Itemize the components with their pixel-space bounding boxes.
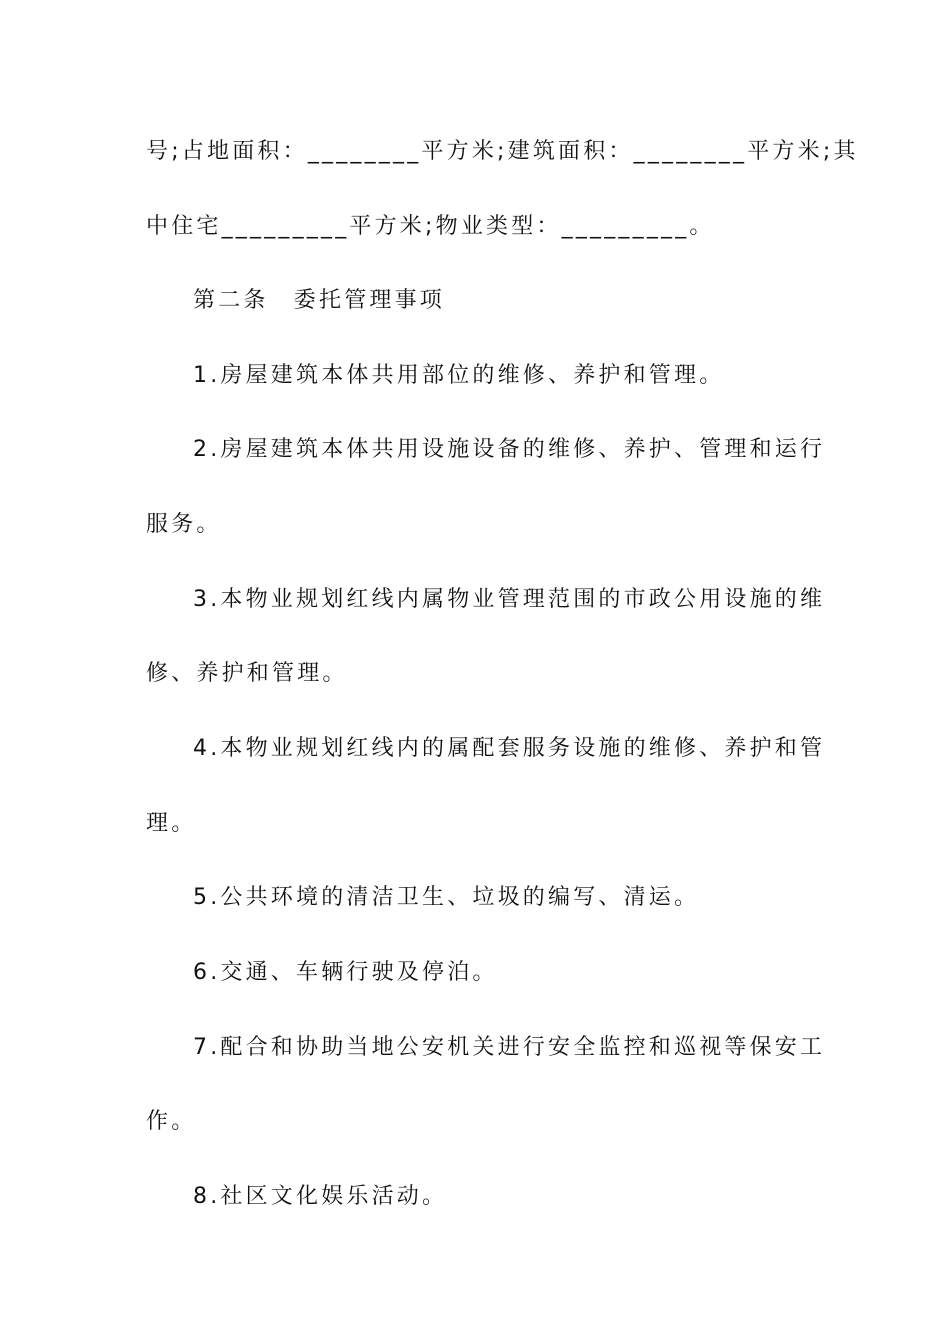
text-line-area-info: 号;占地面积：________平方米;建筑面积：________平方米;其 xyxy=(146,139,859,164)
section-heading-article-2: 第二条 委托管理事项 xyxy=(193,288,446,313)
list-item-8: 8.社区文化娱乐活动。 xyxy=(193,1184,448,1209)
list-item-4: 4.本物业规划红线内的属配套服务设施的维修、养护和管 xyxy=(193,736,826,761)
list-item-4-continued: 理。 xyxy=(146,811,197,836)
text-line-residence-type: 中住宅_________平方米;物业类型：_________。 xyxy=(146,214,715,239)
list-item-2: 2.房屋建筑本体共用设施设备的维修、养护、管理和运行 xyxy=(193,437,826,462)
list-item-7: 7.配合和协助当地公安机关进行安全监控和巡视等保安工 xyxy=(193,1035,826,1060)
list-item-7-continued: 作。 xyxy=(146,1109,197,1134)
list-item-6: 6.交通、车辆行驶及停泊。 xyxy=(193,960,498,985)
list-item-2-continued: 服务。 xyxy=(146,512,222,537)
list-item-1: 1.房屋建筑本体共用部位的维修、养护和管理。 xyxy=(193,363,725,388)
list-item-5: 5.公共环境的清洁卫生、垃圾的编写、清运。 xyxy=(193,885,700,910)
list-item-3: 3.本物业规划红线内属物业管理范围的市政公用设施的维 xyxy=(193,587,826,612)
list-item-3-continued: 修、养护和管理。 xyxy=(146,661,348,686)
